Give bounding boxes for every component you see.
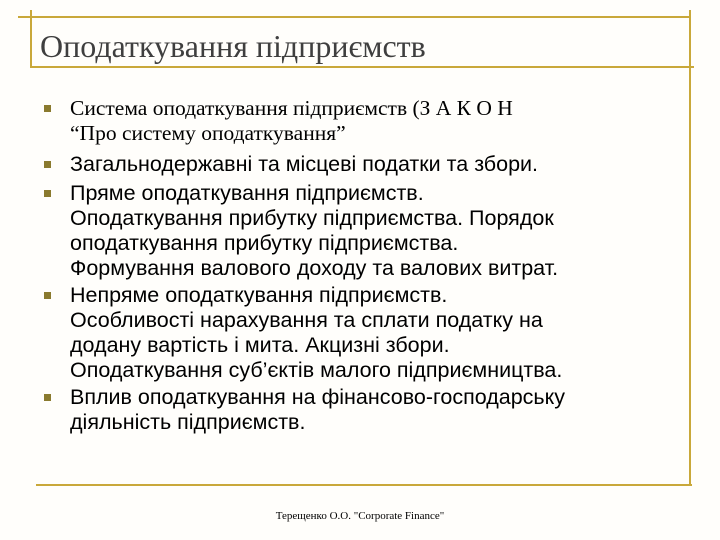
bullet-line: оподаткування прибутку підприємства. [70, 231, 459, 255]
bullet-item [44, 181, 676, 281]
bullet-line: Непряме оподаткування підприємств. [70, 283, 448, 307]
bullet-item [44, 152, 676, 177]
bullet-line: додану вартість і мита. Акцизні збори. [70, 333, 450, 357]
bullet-line: Оподаткування суб’єктів малого підприємництва. [70, 358, 563, 382]
bullet-item [44, 96, 676, 146]
square-bullet-icon [44, 394, 51, 401]
bullet-item [44, 385, 676, 435]
right-divider [689, 10, 691, 486]
bullet-list [44, 96, 676, 435]
bottom-divider [36, 484, 692, 486]
bullet-line: Оподаткування прибутку підприємства. Порядок [70, 206, 554, 230]
square-bullet-icon [44, 105, 51, 112]
bullet-line: Система оподаткування підприємств (З А К О Н [70, 96, 513, 120]
square-bullet-icon [44, 190, 51, 197]
left-divider [30, 10, 32, 68]
square-bullet-icon [44, 161, 51, 168]
slide-title: Оподаткування підприємств [40, 28, 426, 64]
square-bullet-icon [44, 292, 51, 299]
bullet-line: Особливості нарахування та сплати податку на [70, 308, 543, 332]
bullet-line: Пряме оподаткування підприємств. [70, 181, 424, 205]
top-divider [18, 16, 690, 18]
bullet-line: Формування валового доходу та валових витрат. [70, 256, 559, 280]
bullet-line: діяльність підприємств. [70, 410, 306, 434]
footer-credit: Терещенко О.О. "Corporate Finance" [275, 510, 445, 522]
title-divider [30, 66, 694, 68]
bullet-line: “Про систему оподаткування” [70, 121, 346, 145]
bullet-item [44, 283, 676, 383]
bullet-line: Загальнодержавні та місцеві податки та збори. [70, 152, 539, 176]
bullet-line: Вплив оподаткування на фінансово-господарську [70, 385, 566, 409]
